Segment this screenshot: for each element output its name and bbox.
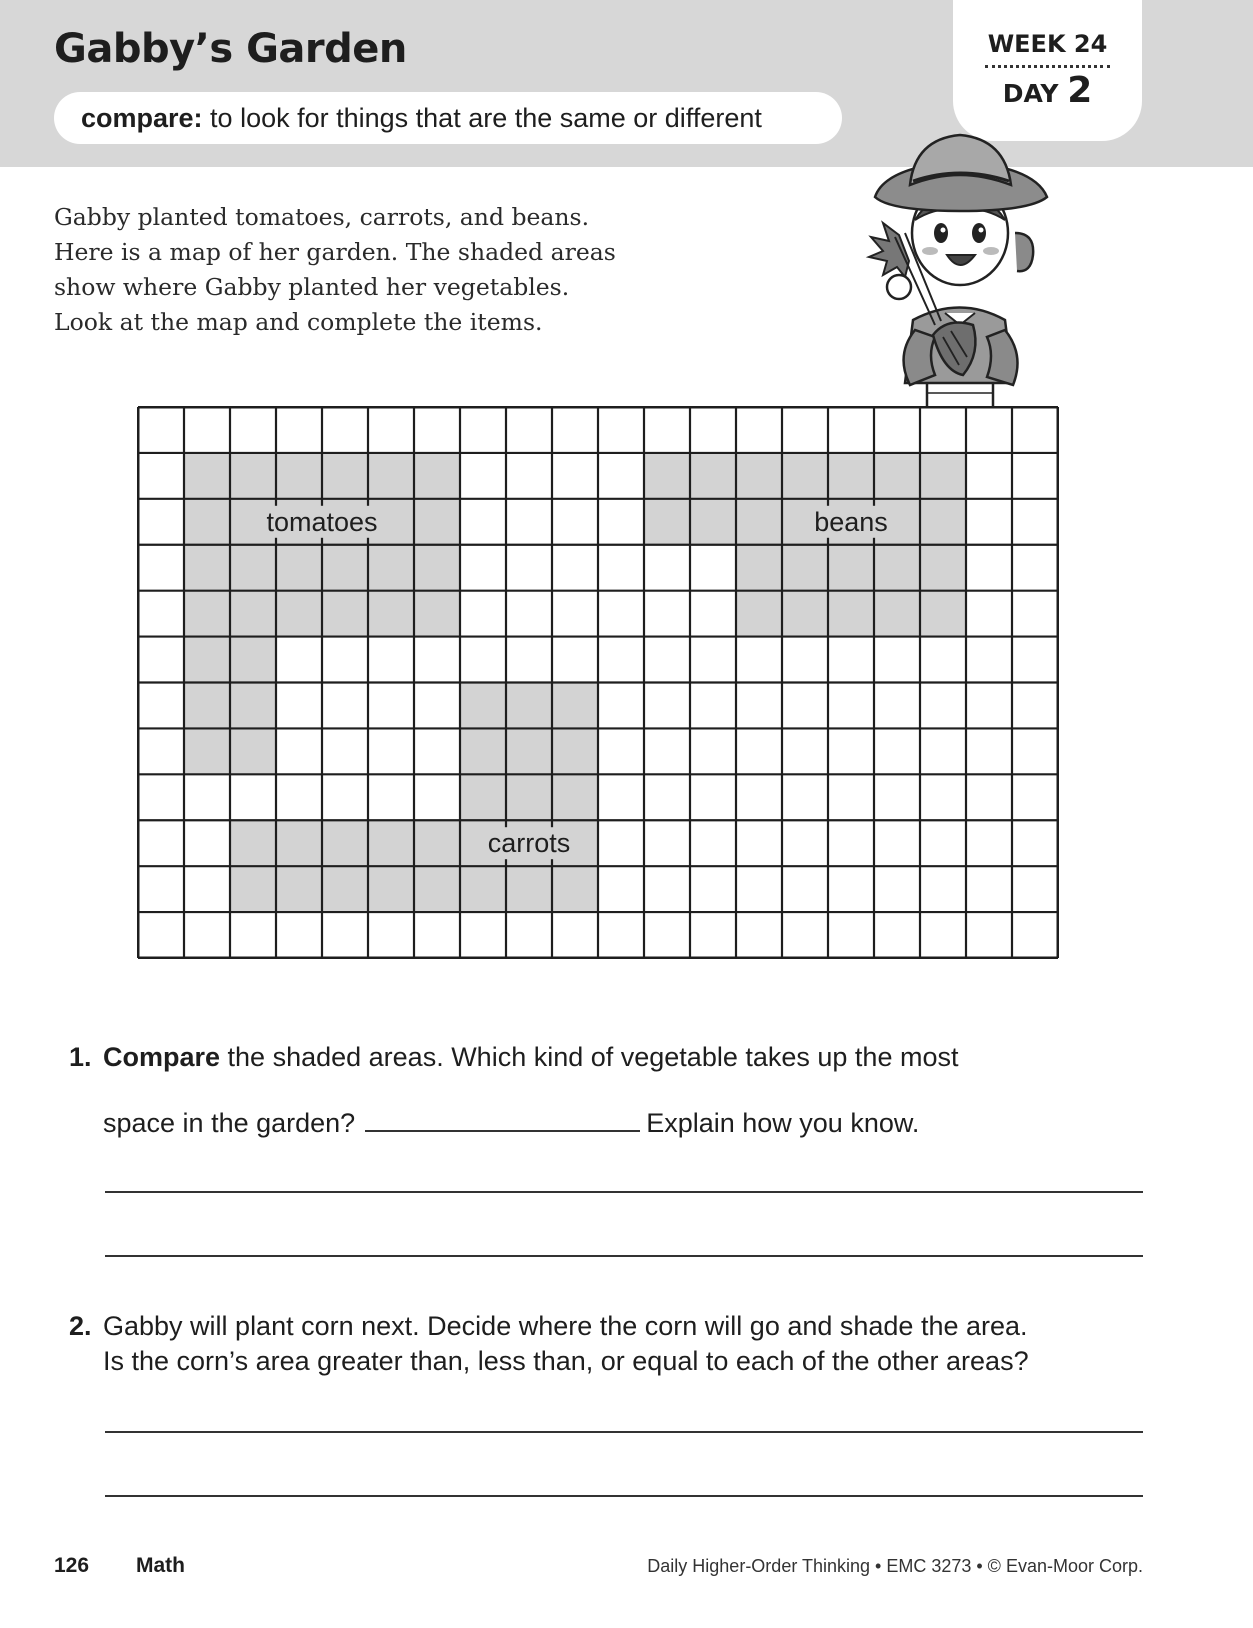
carrots-cell xyxy=(368,820,414,866)
carrots-cell xyxy=(552,683,598,729)
question-2-line-1 xyxy=(69,1311,1028,1342)
tomatoes-cell xyxy=(414,453,460,499)
intro-line: Here is a map of her garden. The shaded areas xyxy=(54,238,616,266)
tomatoes-label: tomatoes xyxy=(266,506,378,537)
carrots-cell xyxy=(552,728,598,774)
carrots-cell xyxy=(460,774,506,820)
beans-cell xyxy=(736,591,782,637)
tomatoes-cell xyxy=(230,545,276,591)
carrots-label: carrots xyxy=(487,828,571,859)
intro-line: Look at the map and complete the items. xyxy=(54,308,543,336)
tomatoes-cell xyxy=(322,453,368,499)
day-word: DAY xyxy=(1002,79,1059,108)
beans-cell xyxy=(782,545,828,591)
dotted-divider xyxy=(985,65,1110,68)
intro-line: Gabby planted tomatoes, carrots, and beans. xyxy=(54,203,590,231)
beans-cell xyxy=(782,453,828,499)
beans-cell xyxy=(828,453,874,499)
garden-map-grid xyxy=(137,406,1059,959)
question-number: 2. xyxy=(69,1311,92,1341)
question-text: the shaded areas. Which kind of vegetable takes up the most xyxy=(220,1042,959,1072)
tomatoes-cell xyxy=(184,683,230,729)
tomatoes-cell xyxy=(184,499,230,545)
vocab-term: compare: xyxy=(81,103,203,133)
tomatoes-cell xyxy=(414,499,460,545)
beans-cell xyxy=(920,453,966,499)
compare-keyword: Compare xyxy=(103,1042,221,1072)
carrots-cell xyxy=(460,866,506,912)
day-number: 2 xyxy=(1067,70,1093,111)
beans-cell xyxy=(736,499,782,545)
week-day-tab xyxy=(953,0,1142,141)
beans-cell xyxy=(644,499,690,545)
carrots-cell xyxy=(506,774,552,820)
beans-cell xyxy=(690,499,736,545)
subject-label: Math xyxy=(136,1554,185,1577)
question-1-line-2 xyxy=(103,1106,919,1139)
tomatoes-cell xyxy=(276,591,322,637)
beans-cell xyxy=(736,545,782,591)
beans-cell xyxy=(874,453,920,499)
tomatoes-cell xyxy=(368,453,414,499)
carrots-cell xyxy=(230,820,276,866)
beans-cell xyxy=(920,545,966,591)
tomatoes-cell xyxy=(184,453,230,499)
beans-cell xyxy=(920,499,966,545)
beans-cell xyxy=(644,453,690,499)
tomatoes-cell xyxy=(322,591,368,637)
carrots-cell xyxy=(322,820,368,866)
tomatoes-cell xyxy=(414,545,460,591)
publisher-credit: Daily Higher-Order Thinking • EMC 3273 • © Evan-Moor Corp. xyxy=(647,1556,1143,1576)
page-number: 126 xyxy=(54,1554,90,1577)
carrots-cell xyxy=(506,728,552,774)
week-label: WEEK 24 xyxy=(987,30,1108,58)
beans-cell xyxy=(874,545,920,591)
tomatoes-cell xyxy=(230,591,276,637)
tomatoes-cell xyxy=(276,545,322,591)
carrots-cell xyxy=(276,820,322,866)
answer-line[interactable] xyxy=(105,1191,1143,1193)
answer-line[interactable] xyxy=(105,1255,1143,1257)
beans-cell xyxy=(782,591,828,637)
carrots-cell xyxy=(414,866,460,912)
tomatoes-cell xyxy=(230,728,276,774)
question-number: 1. xyxy=(69,1042,92,1072)
vocab-definition: to look for things that are the same or different xyxy=(202,103,762,133)
tomatoes-cell xyxy=(276,453,322,499)
tomatoes-cell xyxy=(414,591,460,637)
tomatoes-cell xyxy=(184,545,230,591)
answer-line[interactable] xyxy=(105,1495,1143,1497)
intro-line: show where Gabby planted her vegetables. xyxy=(54,273,570,301)
intro-paragraph xyxy=(54,200,614,340)
vegetable-answer-blank[interactable] xyxy=(365,1106,640,1132)
carrots-cell xyxy=(322,866,368,912)
beans-cell xyxy=(690,453,736,499)
page-title: Gabby’s Garden xyxy=(54,26,407,72)
beans-cell xyxy=(828,545,874,591)
tomatoes-cell xyxy=(368,591,414,637)
tomatoes-cell xyxy=(230,637,276,683)
answer-line[interactable] xyxy=(105,1431,1143,1433)
carrots-cell xyxy=(368,866,414,912)
carrots-cell xyxy=(506,683,552,729)
tomatoes-cell xyxy=(368,545,414,591)
tomatoes-cell xyxy=(184,728,230,774)
question-text: Gabby will plant corn next. Decide where the corn will go and shade the area. xyxy=(103,1311,1028,1341)
carrots-cell xyxy=(414,820,460,866)
tomatoes-cell xyxy=(322,545,368,591)
carrots-cell xyxy=(460,728,506,774)
tomatoes-cell xyxy=(230,683,276,729)
carrots-cell xyxy=(276,866,322,912)
carrots-cell xyxy=(230,866,276,912)
carrots-cell xyxy=(552,774,598,820)
beans-cell xyxy=(874,591,920,637)
carrots-cell xyxy=(552,866,598,912)
day-label xyxy=(953,70,1142,111)
tomatoes-cell xyxy=(184,637,230,683)
beans-cell xyxy=(736,453,782,499)
question-text: Explain how you know. xyxy=(646,1108,920,1138)
question-2-line-2: Is the corn’s area greater than, less than, or equal to each of the other areas? xyxy=(103,1346,1029,1376)
question-text: space in the garden? xyxy=(103,1108,356,1138)
tomatoes-cell xyxy=(184,591,230,637)
beans-cell xyxy=(828,591,874,637)
carrots-cell xyxy=(506,866,552,912)
gardener-girl-illustration xyxy=(855,125,1065,410)
tomatoes-cell xyxy=(230,453,276,499)
vocabulary-definition xyxy=(54,92,842,144)
beans-label: beans xyxy=(814,506,888,537)
carrots-cell xyxy=(460,683,506,729)
beans-cell xyxy=(920,591,966,637)
question-1-line-1 xyxy=(69,1042,958,1073)
